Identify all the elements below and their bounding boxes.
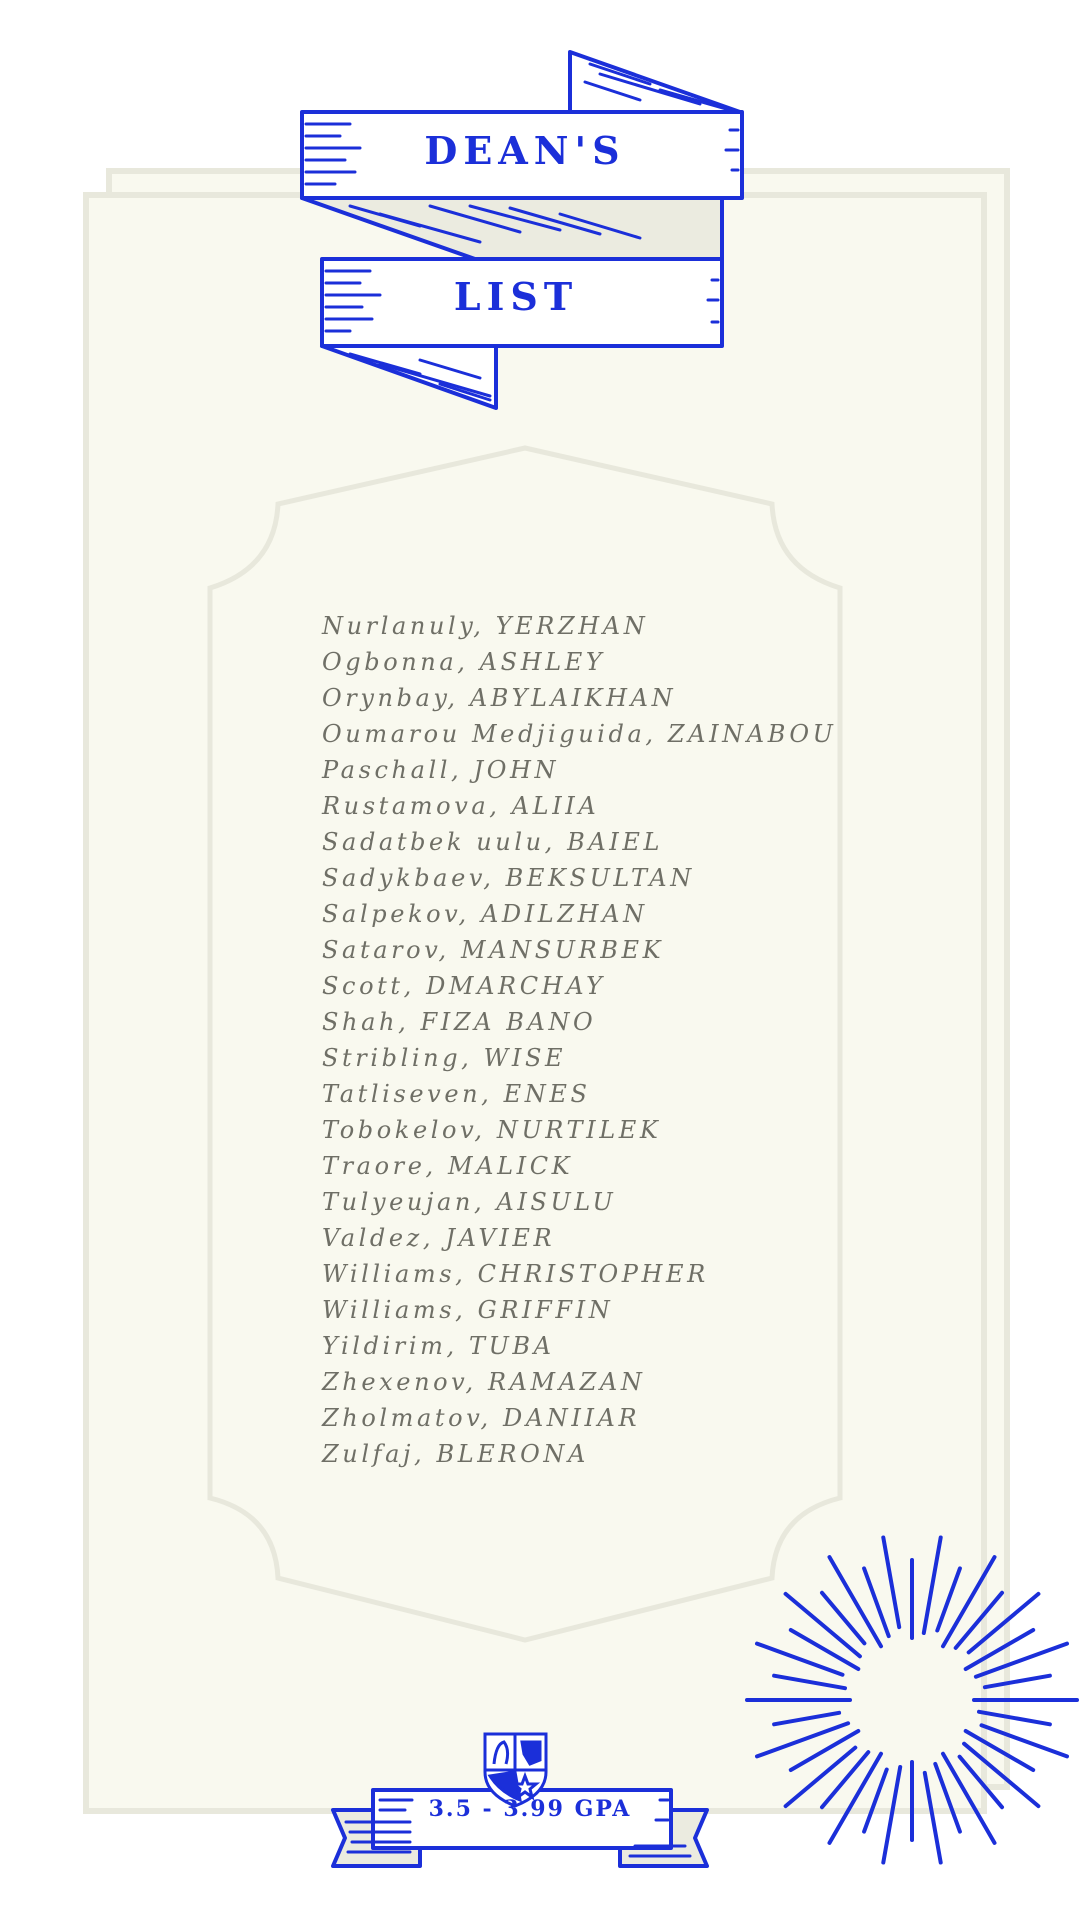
list-item: Rustamova, ALIIA — [322, 792, 600, 820]
list-item: Satarov, MANSURBEK — [322, 936, 665, 964]
list-item: Tulyeujan, AISULU — [322, 1188, 617, 1216]
list-item: Sadykbaev, BEKSULTAN — [322, 864, 695, 892]
list-item: Williams, GRIFFIN — [322, 1296, 614, 1324]
header-title-line2: LIST — [453, 274, 579, 319]
list-item: Valdez, JAVIER — [322, 1224, 556, 1252]
list-item: Williams, CHRISTOPHER — [322, 1260, 709, 1288]
list-item: Shah, FIZA BANO — [322, 1008, 597, 1036]
list-item: Zulfaj, BLERONA — [322, 1440, 589, 1468]
list-item: Ogbonna, ASHLEY — [322, 648, 606, 676]
list-item: Traore, MALICK — [322, 1152, 574, 1180]
list-item: Stribling, WISE — [322, 1044, 567, 1072]
list-item: Tatliseven, ENES — [322, 1080, 591, 1108]
list-item: Zholmatov, DANIIAR — [322, 1404, 641, 1432]
gpa-range-label: 3.5 - 3.99 GPA — [428, 1796, 632, 1822]
list-item: Paschall, JOHN — [322, 756, 560, 784]
list-item: Sadatbek uulu, BAIEL — [322, 828, 664, 856]
list-item: Tobokelov, NURTILEK — [322, 1116, 662, 1144]
list-item: Orynbay, ABYLAIKHAN — [322, 684, 677, 712]
list-item: Oumarou Medjiguida, ZAINABOU — [322, 720, 837, 748]
list-item: Salpekov, ADILZHAN — [322, 900, 648, 928]
header-title-line1: DEAN'S — [424, 128, 626, 173]
list-item: Zhexenov, RAMAZAN — [322, 1368, 646, 1396]
list-item: Nurlanuly, YERZHAN — [322, 612, 649, 640]
list-item: Scott, DMARCHAY — [322, 972, 606, 1000]
list-item: Yildirim, TUBA — [322, 1332, 555, 1360]
